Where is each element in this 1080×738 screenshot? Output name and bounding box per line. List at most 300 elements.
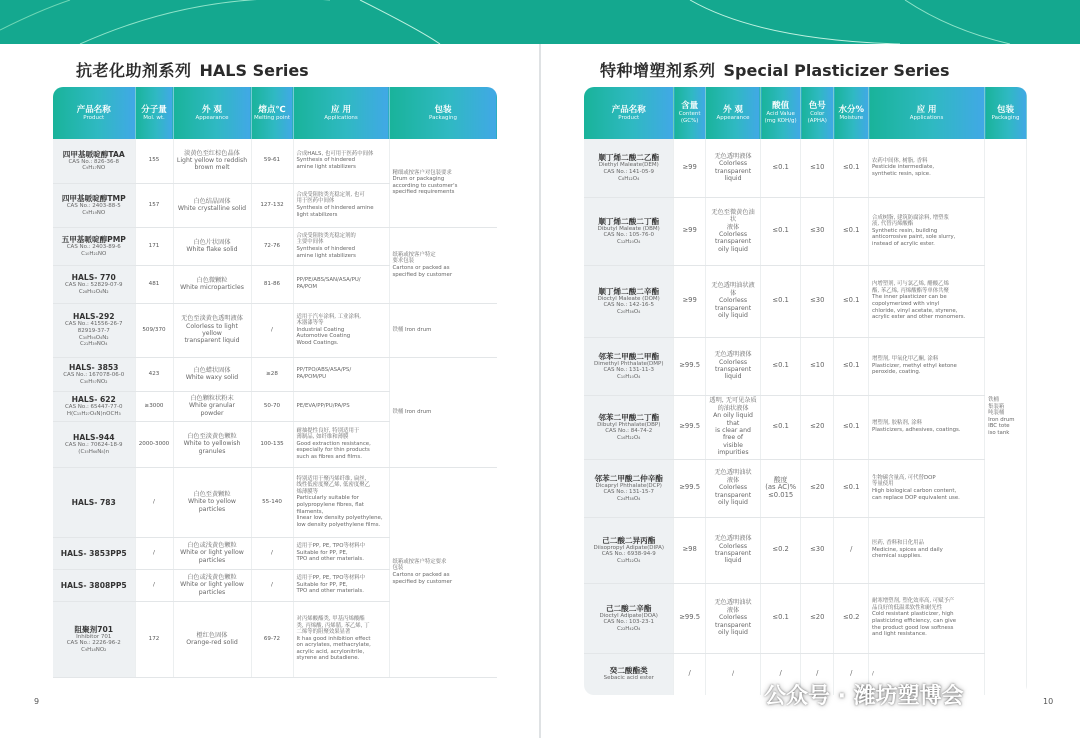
product-cell	[584, 265, 674, 337]
product-cas-formula: CAS No.: 167078-06-0	[63, 371, 125, 378]
column-header	[251, 87, 293, 139]
packaging-line: 集装箱	[988, 403, 1005, 410]
applications-cell	[869, 197, 985, 265]
table-row	[53, 139, 497, 183]
appearance-line: 液体	[726, 476, 740, 484]
content-cell	[674, 265, 705, 337]
appearance-cell	[173, 421, 251, 467]
product-cas-formula: Dioctyl Adipate(DOA)	[599, 612, 658, 619]
application-line: 合成受阻胺类光稳定剂的	[296, 232, 356, 239]
application-line: 合成受阻胺类光稳定剂, 也可	[296, 191, 365, 198]
application-line: Particularly suitable for	[296, 495, 359, 502]
mol-wt-cell: ≥3000	[135, 391, 173, 421]
appearance-line: /	[732, 670, 735, 678]
application-line: Wood Coatings.	[296, 339, 339, 346]
hals-table-header	[53, 87, 497, 139]
column-header	[53, 87, 135, 139]
appearance-line: White to yellowish	[183, 440, 241, 448]
color-cell	[801, 197, 834, 265]
content-value: ≥99.5	[679, 483, 701, 492]
column-header	[985, 87, 1027, 139]
application-line: 医药, 香料和日化用品	[872, 540, 924, 547]
appearance-line: White or light yellow particles	[180, 549, 244, 564]
application-line: 二烯等的阻聚效果显著	[296, 629, 351, 636]
appearance-line: White microparticles	[180, 284, 244, 291]
appearance-line: Orange-red solid	[186, 639, 238, 646]
product-cas-formula: CAS No.: 2403-89-6	[66, 243, 121, 250]
column-header-cn: 应 用	[331, 104, 351, 115]
appearance-line: transparent	[714, 238, 752, 246]
application-line: 酯, 苯乙烯, 丙烯酸酯等单体共聚	[872, 287, 949, 294]
product-cas-formula: Diethyl Maleate(DEM)	[598, 162, 659, 169]
appearance-line: 液体	[726, 606, 740, 614]
packaging-line: 纸箱或按客户特定	[392, 251, 436, 258]
application-line: 用于医药中间体	[296, 198, 335, 205]
column-header	[705, 87, 760, 139]
left-page-number: 9	[34, 697, 40, 706]
column-header-cn: 熔点℃	[258, 104, 286, 115]
column-header-en: Acid Value (mg KOH/g)	[764, 111, 797, 124]
application-line: High biological carbon content,	[872, 488, 957, 494]
column-header	[674, 87, 705, 139]
color-value: ≤30	[810, 296, 825, 305]
hals-section-title	[76, 58, 309, 81]
packaging-line: Drum or packaging	[392, 176, 445, 183]
application-line: PA/POM	[296, 284, 318, 290]
product-cas-formula: CAS No.: 131-15-7	[603, 489, 654, 496]
content-value: ≥99	[682, 226, 697, 235]
appearance-line: Colorless	[718, 542, 748, 550]
melting-point-cell: 55-140	[251, 467, 293, 537]
table-row	[584, 197, 1027, 265]
applications-cell	[293, 537, 389, 569]
content-cell	[674, 395, 705, 459]
product-cas-formula: CAS No.: 6938-94-9	[601, 551, 656, 558]
application-line: TPO and other materials.	[296, 556, 364, 563]
table-row	[53, 303, 497, 357]
appearance-line: Colorless	[718, 484, 748, 492]
appearance-line: transparent liquid	[184, 337, 240, 345]
product-name: HALS- 3853	[69, 362, 119, 372]
product-cell	[53, 569, 135, 601]
appearance-line: 淡黄色至红棕色晶体	[184, 149, 240, 157]
color-value: ≤20	[810, 483, 825, 492]
application-line: chloride, vinyl acetate, styrene,	[872, 307, 958, 314]
product-cas-formula: CAS No.: 141-05-9	[603, 168, 654, 175]
product-name: 癸二酸酯类	[609, 666, 648, 676]
packaging-cell	[389, 467, 497, 677]
column-header-cn: 产品名称	[611, 104, 646, 115]
application-line: amine light stabilizers	[296, 164, 356, 171]
product-cas-formula: C₂₂H₄₂O₄	[617, 625, 641, 632]
product-cas-formula: C₁₆H₂₂O₄	[617, 434, 641, 441]
column-header-en: Appearance	[716, 114, 750, 121]
application-line: It has good inhibition effect	[296, 635, 371, 642]
appearance-cell	[705, 139, 760, 197]
column-header	[869, 87, 985, 139]
appearance-line: particles	[198, 505, 226, 513]
mol-wt-cell: 157	[135, 183, 173, 227]
acid-value-cell	[761, 395, 801, 459]
application-line: Plasticizer, methyl ethyl ketone	[872, 362, 957, 369]
packaging-line: according to customer's	[392, 182, 458, 189]
appearance-line: transparent	[714, 366, 752, 373]
product-cell	[53, 467, 135, 537]
appearance-line: 无色透明液体	[714, 535, 752, 543]
product-name: HALS- 770	[71, 272, 116, 282]
product-cell	[584, 395, 674, 459]
product-cas-formula: CAS No.: 41556-26-7	[64, 321, 123, 328]
appearance-line: Colorless	[718, 358, 748, 366]
acid-value: 酸度 (as AC)% ≤0.015	[765, 475, 797, 499]
packaging-line: IBC tote	[988, 423, 1010, 430]
table-row	[584, 337, 1027, 395]
product-cas-formula: CAS No.: 65447-77-0	[64, 403, 123, 410]
appearance-line: 白色颗粒状粉末	[190, 394, 234, 402]
moisture-value: ≤0.1	[842, 361, 860, 370]
content-value: ≥99.5	[679, 422, 701, 431]
appearance-line: is clear and free of	[715, 427, 751, 442]
table-row	[53, 467, 497, 537]
packaging-line: iso tank	[988, 429, 1010, 436]
column-header	[834, 87, 869, 139]
product-name: 己二酸二异丙酯	[602, 535, 656, 545]
appearance-line: 无色透明液体	[714, 152, 752, 160]
appearance-line: 白色微颗粒	[196, 276, 228, 284]
moisture-cell	[834, 459, 869, 517]
color-cell	[801, 395, 834, 459]
application-line: 合成HALS, 也可用于医药中间体	[296, 150, 374, 157]
product-cell	[53, 265, 135, 303]
moisture-value: ≤0.1	[842, 296, 860, 305]
product-cas-formula: CAS No.: 103-23-1	[603, 619, 654, 626]
plasticizer-title-cn: 特种增塑剂系列	[600, 61, 716, 80]
product-cell	[584, 653, 674, 695]
packaging-line: specified by customer	[392, 578, 453, 585]
product-cas-formula: Dibutyl Phthalate(DBP)	[597, 421, 661, 428]
appearance-line: 橙红色固体	[196, 631, 228, 639]
application-line: 木器漆等等	[296, 320, 324, 327]
table-row	[53, 357, 497, 391]
column-header-cn: 包装	[997, 104, 1015, 115]
appearance-line: 白色至黄颗粒	[193, 490, 231, 498]
appearance-line: White flake solid	[186, 246, 238, 253]
moisture-cell	[834, 265, 869, 337]
moisture-value: ≤0.1	[842, 483, 860, 492]
acid-value: ≤0.1	[772, 226, 789, 235]
product-cas-formula: C₁₀H₂₁NO	[81, 250, 107, 257]
product-name: 五甲基哌啶醇PMP	[61, 234, 126, 244]
application-line: 内增塑剂, 可与氯乙烯, 醋酸乙烯	[872, 281, 949, 288]
appearance-line: oily liquid	[718, 629, 748, 637]
column-header-en: Product	[83, 114, 105, 121]
product-cas-formula: C₁₂H₂₀O₄	[617, 238, 641, 245]
application-line: 生物碳含量高, 可代替DOP	[872, 474, 936, 481]
content-value: ≥98	[682, 545, 697, 554]
column-header-en: Appearance	[195, 114, 229, 121]
appearance-cell	[705, 583, 760, 653]
mol-wt-cell: /	[135, 467, 173, 537]
product-name: 阻聚剂701	[74, 624, 114, 634]
appearance-cell	[173, 227, 251, 265]
column-header-en: Applications	[909, 114, 944, 121]
packaging-cell	[985, 139, 1027, 695]
acid-value-cell	[761, 197, 801, 265]
packaging-line: 吨装桶	[988, 410, 1005, 417]
moisture-value: /	[850, 669, 853, 678]
application-line: 适用于PP, PE, TPO等材料中	[296, 575, 366, 582]
table-row	[584, 139, 1027, 197]
application-line: chemical supplies.	[872, 553, 922, 560]
appearance-line: An oily liquid that	[713, 412, 753, 427]
column-header-en: Applications	[324, 114, 358, 121]
application-line: 主要中间体	[296, 239, 324, 246]
applications-cell	[293, 303, 389, 357]
moisture-cell	[834, 583, 869, 653]
appearance-line: transparent	[714, 167, 752, 175]
decorative-arcs	[0, 0, 1080, 44]
appearance-line: oily liquid	[718, 312, 748, 320]
appearance-cell	[173, 467, 251, 537]
product-cell	[53, 601, 135, 677]
product-cell	[584, 139, 674, 197]
product-cas-formula: C₃₀H₅₇NO₂	[80, 378, 108, 385]
packaging-line: specified requirements	[392, 189, 455, 196]
appearance-line: 无色透明油状液体	[711, 282, 755, 297]
acid-value: ≤0.1	[772, 422, 789, 431]
hals-table-card	[53, 87, 497, 695]
column-header	[389, 87, 497, 139]
moisture-cell	[834, 517, 869, 583]
product-name: 邻苯二甲酸二丁酯	[598, 412, 660, 422]
application-line: PP/TPO/ABS/ASA/PS/	[296, 367, 352, 374]
product-cas-formula: CAS No.: 105-76-0	[603, 232, 654, 239]
application-line: 适用于PP, PE, TPO等材料中	[296, 543, 366, 550]
color-value: ≤10	[810, 163, 825, 172]
application-line: light stabilizers	[296, 211, 338, 218]
color-value: /	[816, 669, 819, 678]
appearance-line: White to yellow	[188, 498, 236, 506]
applications-cell	[293, 139, 389, 183]
content-cell	[674, 337, 705, 395]
moisture-value: ≤0.1	[842, 163, 860, 172]
column-header	[173, 87, 251, 139]
moisture-cell	[834, 337, 869, 395]
color-cell	[801, 265, 834, 337]
application-line: Industrial Coating	[296, 326, 345, 333]
application-line: Synthesis of hindered	[296, 157, 356, 164]
application-line: especially for thin products	[296, 447, 370, 454]
mol-wt-cell: 155	[135, 139, 173, 183]
packaging-line: 精细或按客户对包装要求	[392, 169, 452, 176]
column-header	[584, 87, 674, 139]
application-line: 特别适用于聚丙烯纤维, 扁丝,	[296, 475, 367, 482]
content-value: ≥99.5	[679, 613, 701, 622]
product-cas-formula: C₃₀H₅₆O₄N₂	[78, 334, 109, 341]
product-name: HALS-944	[72, 432, 115, 442]
product-name: 四甲基哌啶醇TMP	[61, 193, 126, 203]
product-cas-formula: Dicapryl Phthalate(DCP)	[595, 482, 662, 489]
application-line: instead of acrylic ester.	[872, 240, 935, 247]
hals-table	[53, 87, 497, 678]
acid-value: ≤0.1	[772, 613, 789, 622]
appearance-cell	[173, 601, 251, 677]
applications-cell	[293, 391, 389, 421]
appearance-line: 透明, 无可见杂质	[709, 397, 757, 405]
packaging-line: 铁桶	[988, 396, 999, 403]
product-cell	[584, 197, 674, 265]
column-header-cn: 分子量	[141, 104, 167, 115]
application-line: 类, 丙烯酸, 丙烯腈, 苯乙烯, 丁	[296, 622, 370, 629]
column-header	[293, 87, 389, 139]
acid-value: ≤0.1	[772, 296, 789, 305]
color-value: ≤30	[810, 545, 825, 554]
product-cell	[584, 517, 674, 583]
column-header-cn: 包装	[434, 104, 452, 115]
application-line: Good extraction resistance,	[296, 440, 371, 447]
mol-wt-cell: 171	[135, 227, 173, 265]
product-cas-formula: Inhibitor 701	[76, 633, 112, 640]
appearance-line: White granular powder	[188, 402, 236, 417]
product-cas-formula: C₉H₁₉NO	[82, 209, 106, 216]
packaging-cell	[389, 139, 497, 227]
appearance-line: transparent	[714, 550, 752, 557]
applications-cell	[869, 337, 985, 395]
applications-cell	[293, 265, 389, 303]
product-cell	[584, 337, 674, 395]
application-line: peroxide, coating.	[872, 369, 921, 376]
packaging-line: 铁桶 Iron drum	[392, 408, 432, 415]
application-line: 品良好的低温柔软性和耐光性	[872, 604, 943, 611]
application-line: PA/POM/PU	[296, 374, 327, 380]
product-name: 顺丁烯二酸二丁酯	[598, 216, 660, 226]
application-line: copolymerized with vinyl	[872, 301, 940, 307]
product-cas-formula: CAS No.: 2403-88-5	[66, 202, 121, 209]
product-cell	[53, 391, 135, 421]
product-cas-formula: H(C₁₅H₂₇O₄N)nOCH₃	[66, 410, 121, 417]
appearance-cell	[173, 265, 251, 303]
column-header	[761, 87, 801, 139]
applications-cell	[293, 421, 389, 467]
appearance-line: Colorless	[718, 231, 748, 238]
application-line: PP/PE/ABS/SAN/ASA/PU/	[296, 277, 361, 284]
appearance-line: Colorless	[718, 160, 748, 168]
appearance-line: 液体	[726, 223, 740, 231]
appearance-line: liquid	[724, 175, 742, 183]
melting-point-cell: /	[251, 303, 293, 357]
applications-cell	[293, 227, 389, 265]
product-cell	[53, 421, 135, 467]
product-cas-formula: CAS No.: 2226-96-2	[66, 640, 121, 647]
content-value: ≥99.5	[679, 361, 701, 370]
application-line: 线性低密度聚乙烯, 低密度聚乙	[296, 482, 371, 489]
content-cell	[674, 459, 705, 517]
acid-value-cell	[761, 139, 801, 197]
product-name: HALS- 3853PP5	[60, 548, 127, 558]
acid-value-cell	[761, 459, 801, 517]
application-line: the product good low softness	[872, 624, 954, 631]
color-value: ≤10	[810, 361, 825, 370]
appearance-cell	[173, 303, 251, 357]
application-line: anticorrosive paint, sole slurry,	[872, 234, 956, 241]
application-line: 增塑剂, 胶粘剂, 涂料	[872, 420, 922, 427]
appearance-line: 白色结晶固体	[193, 197, 231, 205]
application-line: can replace DOP equivalent use.	[872, 494, 960, 501]
column-header-en: Color (APHA)	[807, 111, 827, 124]
color-cell	[801, 337, 834, 395]
application-line: Automotive Coating	[296, 333, 351, 340]
table-row	[53, 227, 497, 265]
application-line: amine light stabilizers	[296, 252, 356, 259]
column-header-cn: 应 用	[916, 104, 937, 115]
application-line: low density polyethylene films.	[296, 521, 381, 528]
application-line: 农药中间体, 树脂, 香料	[872, 157, 928, 164]
melting-point-cell: 72-76	[251, 227, 293, 265]
product-cas-formula: Dimethyl Phthalate(DMP)	[593, 360, 664, 367]
color-value: ≤20	[810, 422, 825, 431]
top-band	[0, 0, 1080, 44]
appearance-cell	[705, 459, 760, 517]
color-value: ≤30	[810, 226, 825, 235]
application-line: PE/EVA/PP/PU/PA/PS	[296, 402, 350, 409]
appearance-line: transparent	[714, 621, 752, 629]
product-cell	[584, 459, 674, 517]
content-value: ≥99	[682, 296, 697, 305]
appearance-line: 白色或浅黄色颗粒	[187, 573, 237, 581]
appearance-line: Light yellow to reddish	[176, 157, 248, 165]
color-cell	[801, 459, 834, 517]
application-line: Medicine, spices and daily	[872, 546, 943, 553]
product-cas-formula: C₉H₁₈NO₂	[81, 646, 107, 653]
mol-wt-cell: 2000-3000	[135, 421, 173, 467]
packaging-line: 纸箱或按客户特定要求	[392, 558, 447, 565]
plasticizer-section-title	[600, 58, 950, 81]
product-name: 四甲基哌啶醇TAA	[62, 149, 125, 159]
appearance-cell	[173, 537, 251, 569]
acid-value-cell	[761, 265, 801, 337]
application-line: /	[872, 670, 874, 677]
wechat-icon	[720, 679, 754, 709]
moisture-cell	[834, 197, 869, 265]
application-line: Cold resistant plasticizer, high	[872, 611, 954, 618]
product-cas-formula: Dioctyl Maleate (DOM)	[597, 295, 660, 302]
column-header-cn: 外 观	[723, 104, 744, 115]
content-value: /	[688, 669, 691, 678]
appearance-line: 无色透明油状	[714, 599, 752, 607]
product-name: 己二酸二辛酯	[605, 603, 652, 613]
column-header-cn: 酸值	[772, 101, 790, 111]
product-cas-formula: Dibutyl Maleate (DBM)	[597, 225, 660, 232]
column-header	[801, 87, 834, 139]
packaging-line: 要求包装	[392, 258, 415, 265]
application-line: 液, 代替丙烯酸酯	[872, 221, 914, 228]
column-header-en: Moisture	[839, 114, 864, 121]
mol-wt-cell: 481	[135, 265, 173, 303]
plasticizer-table	[584, 87, 1027, 695]
column-header-cn: 含量	[681, 101, 699, 111]
product-cell	[584, 583, 674, 653]
product-cell	[53, 139, 135, 183]
moisture-cell	[834, 139, 869, 197]
appearance-line: granules	[198, 447, 226, 455]
product-name: 邻苯二甲酸二仲辛酯	[594, 473, 663, 483]
product-cas-formula: Diisopropyl Adipate(DIPA)	[593, 544, 664, 551]
appearance-line: transparent	[714, 491, 752, 499]
applications-cell	[293, 601, 389, 677]
packaging-line: specified by customer	[392, 271, 453, 278]
application-line: acrylic acid, acrylonitrile,	[296, 648, 365, 655]
appearance-cell	[705, 395, 760, 459]
